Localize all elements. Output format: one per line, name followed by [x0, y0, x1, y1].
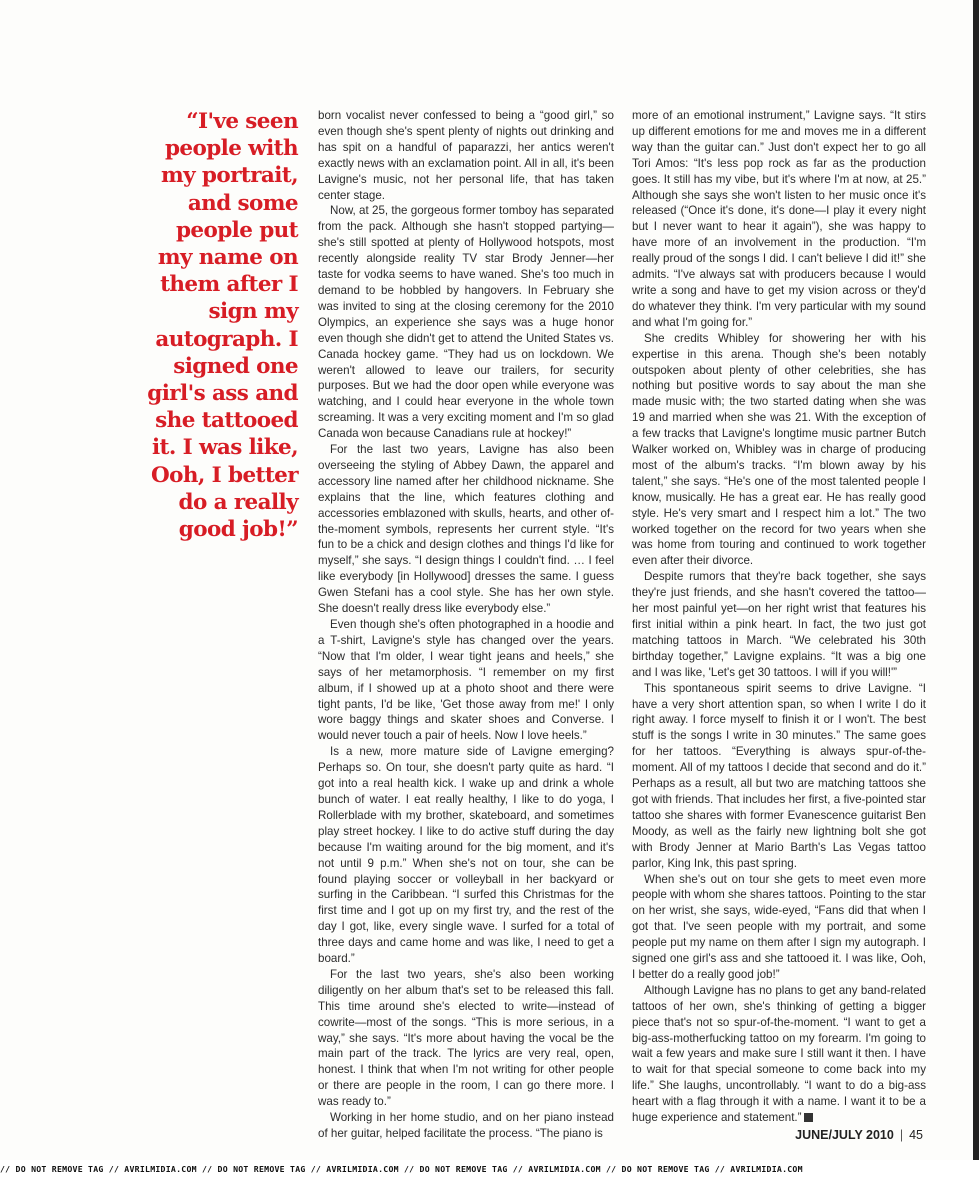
- page-folio: [795, 1128, 923, 1142]
- article-column-left: [318, 108, 614, 1142]
- paragraph: Even though she's often photographed in a hoodie and a T-shirt, Lavigne's style has changed over the years. “Now that I'm older, I wear tight jeans and heels,” she says of her metamorphosis. “I remember on my first album, if I showed up at a photo shoot and there were tight pants, I'd be like, 'Get those away from me!' I only wore baggy things and skater shoes and Converse. I would never touch a pair of heels. Now I love heels.”: [318, 618, 614, 743]
- paragraph: born vocalist never confessed to being a “good girl,” so even though she's spent plenty of nights out drinking and has spit on a handful of paparazzi, her antics weren't exactly news with an exclamation point. All in all, it's been Lavigne's music, not her personal life, that has taken center stage.: [318, 109, 614, 202]
- folio-separator: |: [899, 1128, 904, 1142]
- paragraph: Working in her home studio, and on her piano instead of her guitar, helped facilitate the process. “The piano is: [318, 1111, 614, 1140]
- watermark-tag: // DO NOT REMOVE TAG // AVRILMIDIA.COM // DO NOT REMOVE TAG // AVRILMIDIA.COM // DO NOT REMOVE TAG // AVRILMIDIA.COM // DO NOT REMOVE TAG // AVRILMIDIA.COM: [0, 1164, 803, 1174]
- paragraph: She credits Whibley for showering her with his expertise in this arena. Though she's been notably outspoken about plenty of other celebrities, she has nothing but positive words to say about the man she made music with; the two started dating when she was 19 and married when she was 21. With the exception of a few tracks that Lavigne's longtime music partner Butch Walker worked on, Whibley was in charge of producing most of the album's tracks. “I'm blown away by his talent,” she says. “He's one of the most talented people I know, musically. He has a great ear. He has really good style. He's very smart and I respect him a lot.” The two worked together on the record for two years when she was home from touring and continued to work together even after their divorce.: [632, 331, 926, 568]
- paragraph: For the last two years, she's also been working diligently on her album that's set to be released this fall. This time around she's elected to write—instead of cowrite—most of the songs. “This is more serious, in a way,” she says. “It's more about having the vocal be the main part of the track. The lyrics are very real, open, honest. I think that when I'm not writing for other people or there are people in the room, I can go there more. I was ready to.”: [318, 967, 614, 1109]
- paragraph: Despite rumors that they're back together, she says they're just friends, and she hasn't covered the tattoo—her most painful yet—on her right wrist that features his first initial within a pink heart. In fact, the two just got matching tattoos in March. “We celebrated his 30th birthday together,” Lavigne explains. “It was a big one and I was like, 'Let's get 30 tattoos. I will if you will!'”: [632, 570, 926, 679]
- page-edge-shadow: [973, 0, 979, 1160]
- pull-quote: “I've seen people with my portrait, and some people put my name on them after I sign my autograph. I signed one girl's ass and she tattooed it. I was like, Ooh, I better do a really good job!”: [147, 109, 298, 543]
- issue-date: JUNE/JULY 2010: [795, 1128, 894, 1142]
- paragraph: Now, at 25, the gorgeous former tomboy has separated from the pack. Although she hasn't stopped partying—she's still spotted at plenty of Hollywood hotspots, most recently alongside reality TV star Brody Jenner—her taste for vodka seems to have waned. She's too much in demand to be hobbled by hangovers. In February she was invited to sing at the closing ceremony for the 2010 Olympics, an experience she says was a huge honor even though she didn't get to attend the United States vs. Canada hockey game. “They had us on lockdown. We weren't allowed to leave our trailers, for security purposes. But we had the door open while everyone was watching, and I could hear everyone in the whole town screaming. It was a very exciting moment and I'm so glad Canada won because Canadians rule at hockey!”: [318, 204, 614, 441]
- paragraph-last: [632, 983, 926, 1126]
- paragraph: For the last two years, Lavigne has also been overseeing the styling of Abbey Dawn, the apparel and accessory line named after her childhood nickname. She explains that the line, which features clothing and accessories emblazoned with skulls, hearts, and other of-the-moment symbols, represents her current style. “It's fun to be a chick and design clothes and things I'd like for myself,” she says. “I design things I couldn't find. … I feel like everybody [in Hollywood] dresses the same. I guess Gwen Stefani has a cool style. She has her own style. She doesn't really dress like everybody else.”: [318, 443, 614, 616]
- article-column-right: [632, 108, 926, 1126]
- paragraph: more of an emotional instrument,” Lavigne says. “It stirs up different emotions for me and moves me in a different way than the guitar can.” Just don't expect her to go all Tori Amos: “It's less pop rock as far as the production goes. It still has my vibe, but it's where I'm at now, at 25.” Although she says she won't listen to her music once it's released (“Once it's done, it's done—I play it every night but I never want to hear it again”), she was happy to have more of an involvement in the production. “I'm really proud of the songs I did. I can't believe I did it!” she admits. “I've always sat with producers because I would write a song and have to get my vision across or they'd do whatever they think. I'm very particular with my sound and what I'm going for.”: [632, 109, 926, 329]
- paragraph: When she's out on tour she gets to meet even more people with whom she shares tattoos. Pointing to the star on her wrist, she says, wide-eyed, “Fans did that when I got that. I've seen people with my portrait, and some people put my name on them after I sign my autograph. I signed one girl's ass and she tattooed it. I was like, Ooh, I better do a really good job!”: [632, 872, 926, 981]
- end-mark-icon: [804, 1113, 813, 1122]
- paragraph: Is a new, more mature side of Lavigne emerging? Perhaps so. On tour, she doesn't party quite as hard. “I got into a real health kick. I wake up and drink a whole bunch of water. I eat really healthy, I like to do yoga, I Rollerblade with my brother, skateboard, and sometimes play street hockey. I like to do active stuff during the day because I'm waiting around for the big moment, and it's not until 9 p.m.” When she's not on tour, she can be found playing soccer or volleyball in her backyard or surfing in the Caribbean. “I surfed this Christmas for the first time and I got up on my first try, and the rest of the day I got, like, every single wave. I surfed for a total of three days and came home and was like, I need to get a board.”: [318, 745, 614, 966]
- paragraph-text: Although Lavigne has no plans to get any band-related tattoos of her own, she's thinking of getting a bigger piece that's not so spur-of-the-moment. “I want to get a big-ass-motherfucking tattoo on my forearm. I'm going to wait a few years and make sure I still want it then. I have to wait for that special someone to come back into my life.” She laughs, uncontrollably. “I want to do a big-ass heart with a flag through it with a name. I want it to be a huge experience and statement.”: [632, 983, 926, 1125]
- paragraph: This spontaneous spirit seems to drive Lavigne. “I have a very short attention span, so when I write I do it right away. I force myself to finish it or I won't. The best stuff is the songs I write in 30 minutes.” The same goes for her tattoos. “Everything is always spur-of-the-moment. All of my tattoos I decide that second and do it.” Perhaps as a result, all but two are matching tattoos she got with friends. That includes her first, a five-pointed star tattoo she shares with former Evanescence guitarist Ben Moody, as well as the fairly new lightning bolt she got with Brody Jenner at Mario Barth's Las Vegas tattoo parlor, King Ink, this past spring.: [632, 681, 926, 870]
- page-number: 45: [909, 1128, 923, 1142]
